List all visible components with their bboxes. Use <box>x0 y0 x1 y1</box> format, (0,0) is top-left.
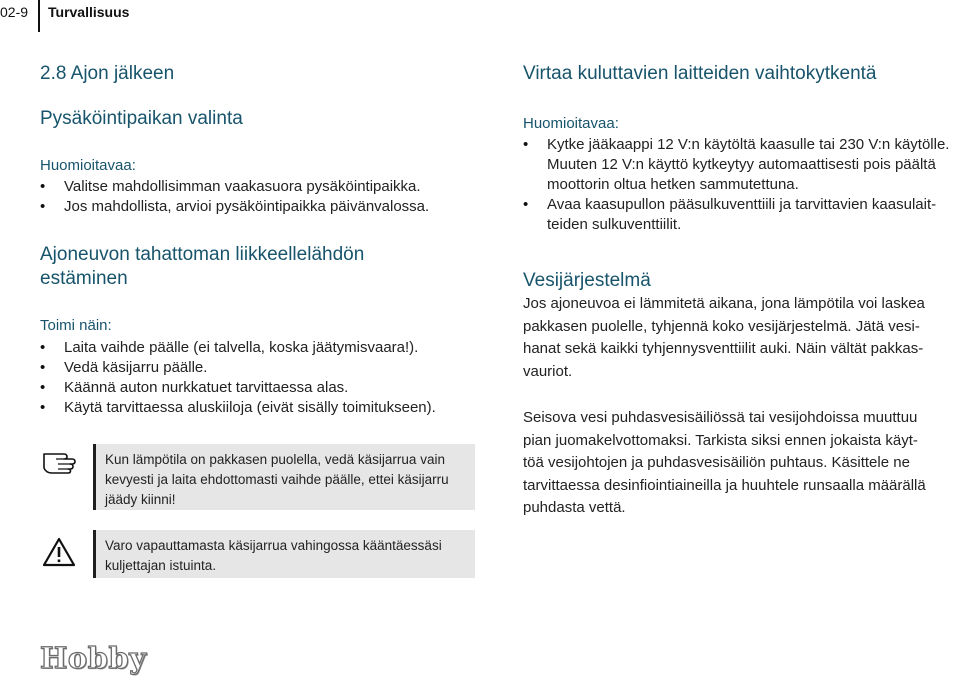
power-list <box>523 135 953 235</box>
note-line: jäädy kiinni! <box>105 492 176 507</box>
paragraph-line: töä vesijohtojen ja puhdasvesisäiliön puhtaus. Käsittele ne <box>523 454 910 471</box>
list-item: • Vedä käsijarru päälle. <box>40 358 490 378</box>
water-paragraph-1 <box>523 293 953 383</box>
section-title: Turvallisuus <box>48 4 130 20</box>
rolling-title-line: estäminen <box>40 268 128 289</box>
warning-note <box>93 530 475 578</box>
paragraph-line: Jos ajoneuvoa ei lämmitetä aikana, jona lämpötila voi laskea <box>523 295 925 312</box>
parking-list <box>40 177 480 217</box>
brand-logo: Hobby <box>40 641 147 675</box>
list-item-line: • Kytke jääkaappi 12 V:n käytöltä kaasulle tai 230 V:n käytölle. <box>547 136 950 153</box>
hint-note <box>93 444 475 510</box>
note-line: kevyesti ja laita ehdottomasti vaihde päälle, ettei käsijarru <box>105 472 449 487</box>
rolling-title <box>40 243 364 291</box>
list-item-line: • Avaa kaasupullon pääsulkuventtiili ja tarvittavien kaasulait- <box>547 196 937 213</box>
rolling-label: Toimi näin: <box>40 317 112 334</box>
power-title: Virtaa kuluttavien laitteiden vaihtokytkentä <box>523 63 877 84</box>
pointing-hand-icon <box>42 446 80 474</box>
header-divider <box>38 0 40 32</box>
parking-label: Huomioitavaa: <box>40 157 136 174</box>
paragraph-line: Seisova vesi puhdasvesisäiliössä tai vesijohdoissa muuttuu <box>523 409 918 426</box>
list-item: • Jos mahdollista, arvioi pysäköintipaikka päivänvalossa. <box>40 197 480 217</box>
paragraph-line: hanat sekä kaikki tyhjennysventtiilit auki. Näin vältät pakkas- <box>523 340 924 357</box>
list-item: • Käytä tarvittaessa aluskiiloja (eivät sisälly toimitukseen). <box>40 398 490 418</box>
list-item-line: Muuten 12 V:n käyttö kytkeytyy automaattisesti pois päältä <box>547 156 936 173</box>
paragraph-line: pian juomakelvottomaksi. Tarkista siksi ennen jokaista käyt- <box>523 431 918 449</box>
warning-triangle-icon <box>42 537 76 567</box>
list-item <box>523 135 953 195</box>
paragraph-line: puhdasta vettä. <box>523 499 626 516</box>
paragraph-line: vauriot. <box>523 362 573 380</box>
rolling-list <box>40 338 490 418</box>
list-item: • Laita vaihde päälle (ei talvella, koska jäätymisvaara!). <box>40 338 490 358</box>
note-line: kuljettajan istuinta. <box>105 558 217 573</box>
paragraph-line: tarvittaessa desinfiointiaineilla ja huuhtele runsaalla määrällä <box>523 476 926 494</box>
chapter-title: 2.8 Ajon jälkeen <box>40 63 175 84</box>
power-label: Huomioitavaa: <box>523 115 619 132</box>
parking-title: Pysäköintipaikan valinta <box>40 108 243 129</box>
note-line: Varo vapauttamasta käsijarrua vahingossa kääntäessäsi <box>105 538 442 553</box>
list-item <box>523 195 953 235</box>
page-number: 02-9 <box>0 4 29 20</box>
list-item: • Käännä auton nurkkatuet tarvittaessa alas. <box>40 378 490 398</box>
list-item-line: moottorin oltua hetken sammutettuna. <box>547 176 799 193</box>
list-item: • Valitse mahdollisimman vaakasuora pysäköintipaikka. <box>40 177 480 197</box>
list-item-line: teiden sulkuventtiilit. <box>547 216 682 233</box>
note-line: Kun lämpötila on pakkasen puolella, vedä käsijarrua vain <box>105 452 445 467</box>
water-paragraph-2 <box>523 407 953 520</box>
water-title: Vesijärjestelmä <box>523 270 651 291</box>
paragraph-line: pakkasen puolelle, tyhjennä koko vesijärjestelmä. Jätä vesi- <box>523 317 920 335</box>
rolling-title-line: Ajoneuvon tahattoman liikkeellelähdön <box>40 244 365 265</box>
